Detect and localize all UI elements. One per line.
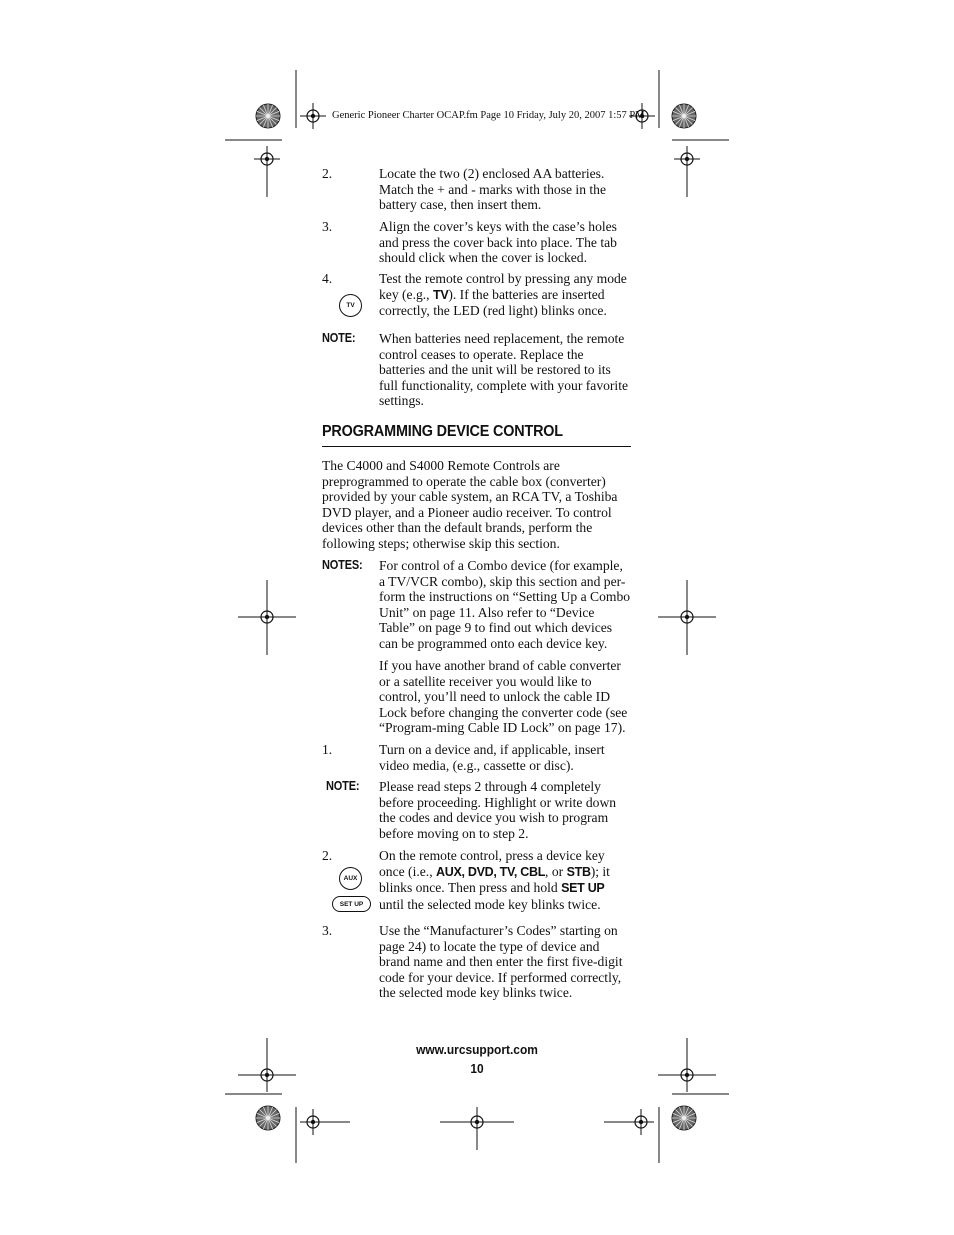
tv-key-name: TV xyxy=(432,287,449,302)
page-number: 10 xyxy=(470,1061,484,1076)
setup-key-icon: SET UP xyxy=(332,896,371,912)
step-text: Turn on a device and, if applicable, insert video media, (e.g., cassette or disc). xyxy=(379,742,605,773)
step-text: Test the remote control by pressing any mode key (e.g., TV). If the batteries are inserted correctly, the LED (red light) blinks once. xyxy=(379,271,627,319)
step-text: On the remote control, press a device key once (i.e., AUX, DVD, TV, CBL, or STB); it blinks once. Then press and hold SET UP until the selected mode key blinks twice. xyxy=(379,848,610,912)
section-intro: The C4000 and S4000 Remote Controls are preprogrammed to operate the cable box (converter) provided by your cable system, an RCA TV, a Toshiba DVD player, and a Pioneer audio receiver. To control devices other than the default brands, perform the following steps; otherwise skip this section. xyxy=(322,458,618,551)
aux-key-icon: AUX xyxy=(339,867,362,890)
step-number: 3. xyxy=(322,219,333,234)
note-text: Please read steps 2 through 4 completely before proceeding. Highlight or write down the codes and device you wish to program before moving on to step 2. xyxy=(379,779,617,841)
step-text: Locate the two (2) enclosed AA batteries. Match the + and - marks with those in the battery case, then insert them. xyxy=(379,166,607,213)
footer-url: www.urcsupport.com xyxy=(416,1042,538,1057)
step-number: 3. xyxy=(322,923,333,938)
notes-paragraph-2: If you have another brand of cable converter or a satellite receiver you would like to control, you’ll need to unlock the cable ID Lock before changing the converter code (see “Program-ming Cable ID Lock” on page 17). xyxy=(379,658,628,736)
step-number: 1. xyxy=(322,742,333,757)
step-text: Use the “Manufacturer’s Codes” starting on page 24) to locate the type of device and brand name and then enter the first five-digit code for your device. If performed correctly, the selected mode key blinks twice. xyxy=(379,923,623,1001)
step-text: Align the cover’s keys with the case’s holes and press the cover back into place. The tab should click when the cover is locked. xyxy=(379,219,617,266)
heading-rule xyxy=(322,446,631,447)
step-number: 4. xyxy=(322,271,333,286)
step-number: 2. xyxy=(322,848,333,863)
notes-paragraph-1: For control of a Combo device (for example, a TV/VCR combo), skip this section and per-form the instructions on “Setting Up a Combo Unit” on page 11. Also refer to “Device Table” on page 9 to find out which devices can be programmed onto each device key. xyxy=(379,558,631,651)
step-number: 2. xyxy=(322,166,333,181)
page-header: Generic Pioneer Charter OCAP.fm Page 10 Friday, July 20, 2007 1:57 PM xyxy=(332,110,645,121)
note-text: When batteries need replacement, the remote control ceases to operate. Replace the batteries and the unit will be restored to its full functionality, complete with your favorite settings. xyxy=(379,331,629,409)
section-heading: PROGRAMMING DEVICE CONTROL xyxy=(322,423,563,440)
note-label: NOTE: xyxy=(326,779,360,793)
device-keys: AUX, DVD, TV, CBL xyxy=(436,864,546,879)
notes-label: NOTES: xyxy=(322,558,363,572)
setup-key: SET UP xyxy=(561,881,605,896)
tv-key-icon: TV xyxy=(339,294,362,317)
note-label: NOTE: xyxy=(322,331,356,345)
stb-key: STB xyxy=(566,864,591,879)
